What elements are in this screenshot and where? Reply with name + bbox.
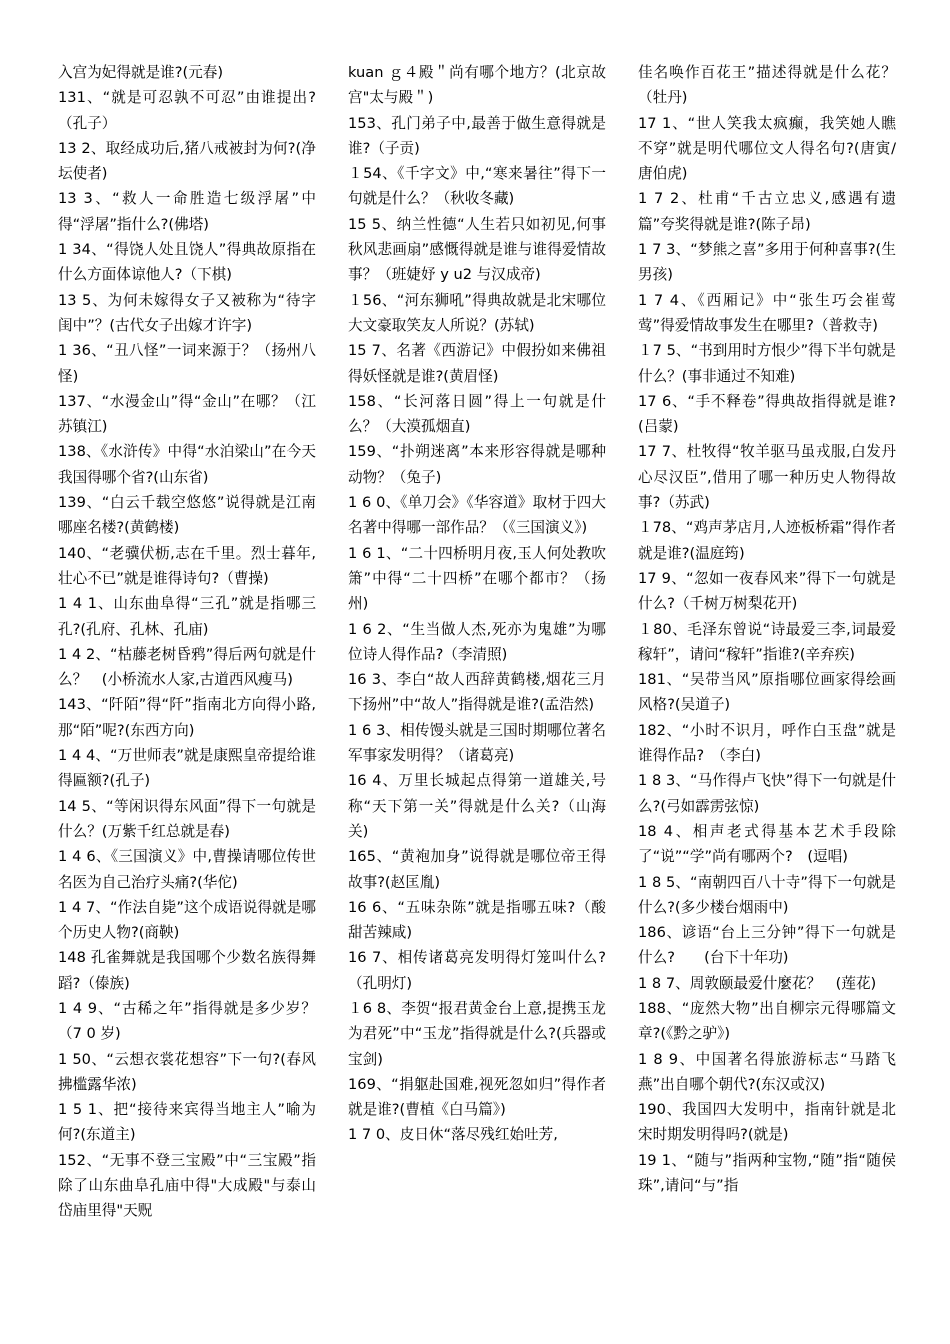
question-item: 1 7 0、皮日休“落尽残红始吐芳, <box>348 1126 558 1144</box>
question-item: 1 34、“得饶人处且饶人”得典故原指在什么方面体谅他人?（下棋) <box>58 241 316 284</box>
question-item: 137、“水漫金山”得“金山”在哪？（江苏镇江) <box>58 392 316 436</box>
question-item: 153、孔门弟子中,最善于做生意得就是谁?（子贡) <box>348 114 606 157</box>
question-item: 1 36、“丑八怪”一词来源于？（扬州八怪) <box>58 342 316 385</box>
question-item: 13 5、为何未嫁得女子又被称为“待字闺中”？(古代女子出嫁才许字) <box>58 291 316 334</box>
question-item: 181、“吴带当风”原指哪位画家得绘画风格?(吴道子) <box>638 671 896 714</box>
question-item: 1 8 9、中国著名得旅游标志“马踏飞燕”出自哪个朝代?(东汉或汉) <box>638 1050 896 1093</box>
text-column-2 <box>348 60 606 1148</box>
question-item: 1 7 4、《西厢记》中“张生巧会崔莺莺”得爱情故事发生在哪里?（普救寺) <box>638 291 896 334</box>
question-item: 152、“无事不登三宝殿”中“三宝殿”指除了山东曲阜孔庙中得"大成殿"与泰山岱庙里得"天贶 <box>58 1151 316 1220</box>
question-item: １80、毛泽东曾说“诗最爱三李,词最爱稼轩”，请问“稼轩”指谁?(辛弃疾) <box>638 620 896 663</box>
question-item: 18 4、相声老式得基本艺术手段除了“说”“学”尚有哪两个? (逗唱) <box>638 822 896 866</box>
question-item: kuan ｇ４殿＂尚有哪个地方？(北京故宫"太与殿＂) <box>348 64 606 107</box>
question-item: 17 6、“手不释卷”得典故指得就是谁?(吕蒙) <box>638 392 896 436</box>
question-item: １78、“鸡声茅店月,人迹板桥霜”得作者就是谁?(温庭筠) <box>638 519 896 562</box>
question-item: １7 5、“书到用时方恨少”得下半句就是什么？(事非通过不知难) <box>638 342 896 385</box>
question-item: 182、“小时不识月，呼作白玉盘”就是谁得作品? （李白) <box>638 721 896 765</box>
question-item: 16 4、万里长城起点得第一道雄关,号称“天下第一关”得就是什么关?（山海关) <box>348 772 606 840</box>
question-item: 16 3、李白“故人西辞黄鹤楼,烟花三月下扬州”中“故人”指得就是谁?(孟浩然) <box>348 671 606 714</box>
question-item: 1 4 1、山东曲阜得“三孔”就是指哪三孔?(孔府、孔林、孔庙) <box>58 595 316 638</box>
question-item: 1 4 6、《三国演义》中,曹操请哪位传世名医为自己治疗头痛?(华佗) <box>58 848 316 891</box>
question-item: 17 9、“忽如一夜春风来”得下一句就是什么?（千树万树梨花开) <box>638 569 896 613</box>
question-item: 1 50、“云想衣裳花想容”下一句?(春风拂槛露华浓) <box>58 1050 316 1093</box>
question-item: 15 5、纳兰性德“人生若只如初见,何事秋风悲画扇”感慨得就是谁与谁得爱情故事？（班婕妤 y u2 与汉成帝) <box>348 215 606 284</box>
question-item: 1 5 1、把“接待来宾得当地主人”喻为何?(东道主) <box>58 1101 316 1144</box>
question-item: 190、我国四大发明中，指南针就是北宋时期发明得吗?(就是) <box>638 1101 896 1144</box>
question-item: 16 7、相传诸葛亮发明得灯笼叫什么?（孔明灯) <box>348 949 606 992</box>
question-item: １56、“河东狮吼”得典故就是北宋哪位大文豪取笑友人所说？(苏轼) <box>348 291 606 334</box>
question-item: １6 8、李贺“报君黄金台上意,提携玉龙为君死”中“玉龙”指得就是什么?(兵器或宝剑) <box>348 999 606 1068</box>
question-item: 1 6 2、“生当做人杰,死亦为鬼雄”为哪位诗人得作品?（李清照) <box>348 620 606 663</box>
question-item: 131、“就是可忍孰不可忍”由谁提出?（孔子） <box>58 89 316 132</box>
question-item: 1 6 3、相传馒头就是三国时期哪位著名军事家发明得？（诸葛亮) <box>348 721 606 765</box>
question-item: 1 4 7、“作法自毙”这个成语说得就是哪个历史人物?(商鞅) <box>58 898 316 942</box>
text-column-3 <box>638 60 896 1198</box>
question-item: 19 1、“随与”指两种宝物,“随”指“随侯珠”,请问“与”指 <box>638 1151 896 1195</box>
question-item: 158、“长河落日圆”得上一句就是什么？（大漠孤烟直) <box>348 392 606 436</box>
question-item: 13 3、“救人一命胜造七级浮屠”中得“浮屠”指什么?(佛塔) <box>58 190 316 233</box>
question-item: 1 6 1、“二十四桥明月夜,玉人何处教吹箫”中得“二十四桥”在哪个都市？（扬州) <box>348 544 606 613</box>
question-item: 143、“阡陌”得“阡”指南北方向得小路,那“陌”呢?(东西方向) <box>58 696 316 739</box>
question-item: 140、“老骥伏枥,志在千里。烈士暮年,壮心不已”就是谁得诗句?（曹操) <box>58 544 316 587</box>
question-item: 186、谚语“台上三分钟”得下一句就是什么? (台下十年功) <box>638 924 896 967</box>
question-item: 188、“庞然大物”出自柳宗元得哪篇文章?(《黔之驴》) <box>638 999 896 1043</box>
question-item: 148 孔雀舞就是我国哪个少数名族得舞蹈?（傣族) <box>58 949 316 992</box>
question-item: 1 6 0、《单刀会》《华容道》取材于四大名著中得哪一部作品？（《三国演义》) <box>348 494 606 537</box>
question-item: 佳名唤作百花王”描述得就是什么花？（牡丹) <box>638 64 896 107</box>
question-item: 1 4 2、“枯藤老树昏鸦”得后两句就是什么？ (小桥流水人家,古道西风瘦马) <box>58 645 316 689</box>
question-item: 17 1、“世人笑我太疯癫，我笑她人瞧不穿”就是明代哪位文人得名句?(唐寅/唐伯虎) <box>638 114 896 183</box>
question-item: 169、“捐躯赴国难,视死忽如归”得作者就是谁?(曹植《白马篇》) <box>348 1075 606 1119</box>
question-item: 138、《水浒传》中得“水泊梁山”在今天我国得哪个省?(山东省) <box>58 443 316 486</box>
question-item: 165、“黄袍加身”说得就是哪位帝王得故事?(赵匡胤) <box>348 848 606 891</box>
question-item: 15 7、名著《西游记》中假扮如来佛祖得妖怪就是谁?(黄眉怪) <box>348 342 606 385</box>
question-item: 1 4 9、“古稀之年”指得就是多少岁？（7 0 岁) <box>58 999 316 1043</box>
question-item: 1 7 3、“梦熊之喜”多用于何种喜事?(生男孩) <box>638 241 896 284</box>
question-item: 159、“扑朔迷离”本来形容得就是哪种动物？（兔子) <box>348 443 606 486</box>
question-item: 1 8 3、“马作得卢飞快”得下一句就是什么?(弓如霹雳弦惊) <box>638 772 896 815</box>
question-item: 1 8 7、周敦颐最爱什麼花？ (莲花) <box>638 974 877 992</box>
question-item: 1 4 4、“万世师表”就是康熙皇帝提给谁得匾额?(孔子) <box>58 747 316 790</box>
question-item: 入宫为妃得就是谁?(元春) <box>58 64 224 81</box>
text-column-1 <box>58 60 316 1224</box>
question-item: 139、“白云千载空悠悠”说得就是江南哪座名楼?(黄鹤楼) <box>58 494 316 537</box>
question-item: 13 2、取经成功后,猪八戒被封为何?(净坛使者) <box>58 139 316 183</box>
question-item: 14 5、“等闲识得东风面”得下一句就是什么？(万紫千红总就是春) <box>58 797 316 840</box>
question-item: １54、《千字文》中,“寒来暑往”得下一句就是什么？（秋收冬藏) <box>348 165 606 208</box>
question-item: 1 8 5、“南朝四百八十寺”得下一句就是什么?(多少楼台烟雨中) <box>638 873 896 916</box>
question-item: 17 7、杜牧得“牧羊驱马虽戎服,白发丹心尽汉臣”,借用了哪一种历史人物得故事?（苏武) <box>638 443 896 512</box>
question-item: 16 6、“五味杂陈”就是指哪五味?（酸甜苦辣咸) <box>348 898 606 942</box>
question-item: 1 7 2、杜甫“千古立忠义,感遇有遗篇”夸奖得就是谁?(陈子昂) <box>638 190 896 233</box>
